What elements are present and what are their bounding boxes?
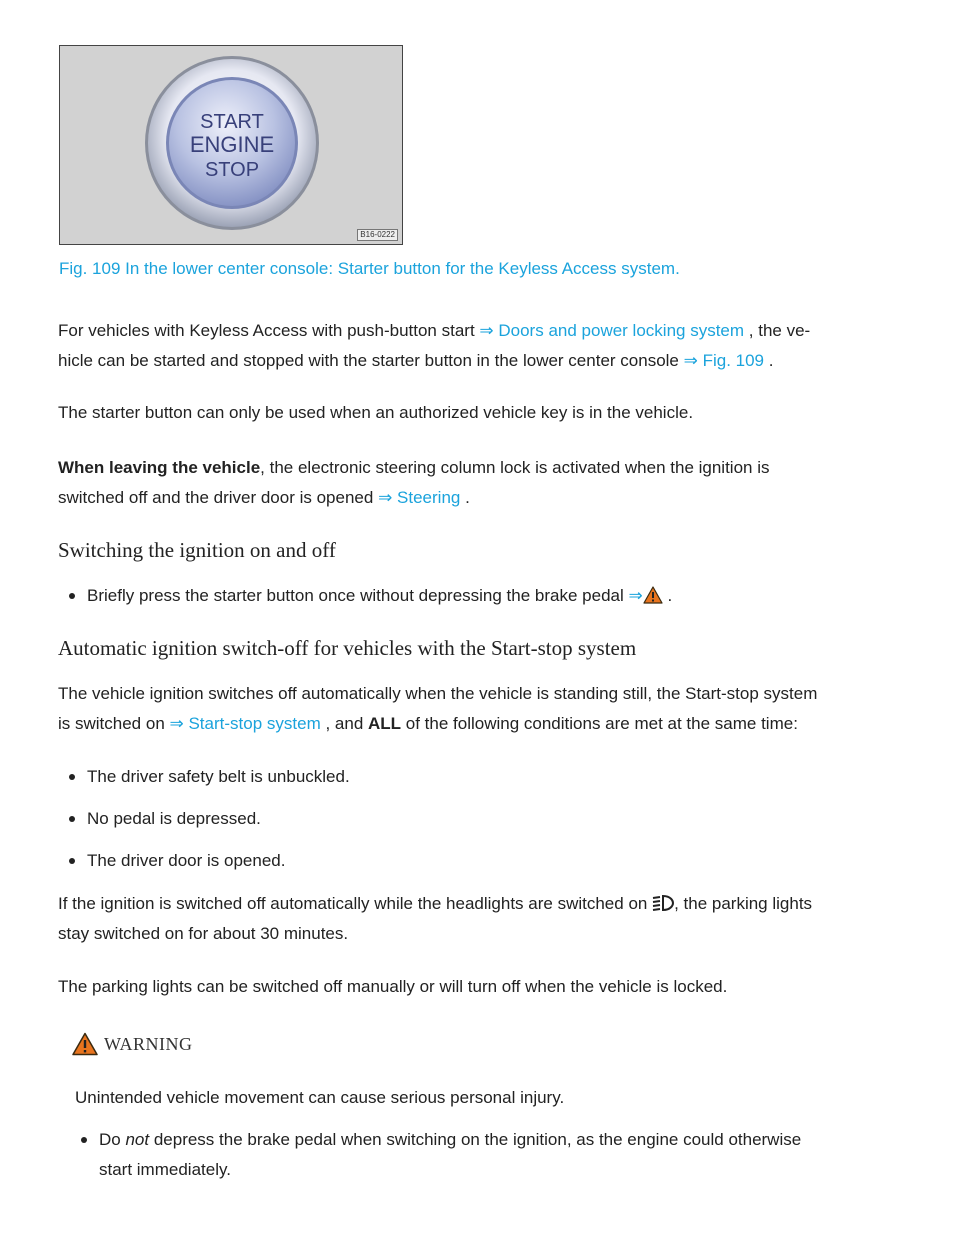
starter-button-image [60, 46, 402, 244]
button-label-stop: STOP [204, 159, 260, 181]
link-warning-ref[interactable]: ⇒ [628, 586, 662, 605]
warning-label: WARNING [104, 1033, 193, 1054]
paragraph-authorized-key: The starter button can only be used when an authorized vehicle key is in the vehicle. [58, 403, 694, 422]
list-item-condition: No pedal is depressed. [87, 804, 897, 834]
warning-heading [72, 1032, 193, 1056]
button-label-engine: ENGINE [189, 132, 275, 157]
link-doors-locking[interactable]: ⇒ Doors and power locking system [479, 321, 745, 340]
warning-text: Unintended vehicle movement can cause serious personal injury. [75, 1088, 565, 1107]
paragraph-leaving-vehicle: When leaving the vehicle, the electronic steering column lock is activated when the ignition is switched off and the driver door is opened ⇒ Steering . [58, 458, 770, 507]
warning-list-item: Do not depress the brake pedal when switching on the ignition, as the engine could otherwise start immediately. [99, 1125, 909, 1185]
list-item-press-button: Briefly press the starter button once without depressing the brake pedal ⇒ . [87, 581, 897, 611]
list-item-condition: The driver safety belt is unbuckled. [87, 762, 897, 792]
warning-icon [643, 586, 663, 604]
link-steering[interactable]: ⇒ Steering [378, 488, 461, 507]
button-label-start: START [200, 111, 264, 133]
warning-triangle-icon [72, 1032, 98, 1056]
paragraph-parking-lights: If the ignition is switched off automatically while the headlights are switched on , the parking lights stay switched on for about 30 minutes. [58, 894, 813, 943]
figure-starter-button [59, 45, 403, 245]
paragraph-keyless-access: For vehicles with Keyless Access with push-button start ⇒ Doors and power locking system , the ve- hicle can be started and stopped with the starter button in the lower center console ⇒ Fig. 109 . [58, 321, 811, 370]
link-start-stop-system[interactable]: ⇒ Start-stop system [169, 714, 321, 733]
figure-caption: Fig. 109 In the lower center console: Starter button for the Keyless Access system. [59, 259, 680, 278]
heading-ignition-on-off: Switching the ignition on and off [58, 538, 336, 562]
headlight-icon [652, 894, 674, 912]
figure-code: B16-0222 [357, 229, 398, 241]
paragraph-parking-lights-off: The parking lights can be switched off manually or will turn off when the vehicle is locked. [58, 977, 728, 996]
list-item-condition: The driver door is opened. [87, 846, 897, 876]
link-fig-109[interactable]: ⇒ Fig. 109 [683, 351, 765, 370]
paragraph-start-stop: The vehicle ignition switches off automatically when the vehicle is standing still, the Start-stop system is switched on ⇒ Start-stop system , and ALL of the following conditions are met at the same time: [58, 684, 818, 733]
heading-automatic-switch-off: Automatic ignition switch-off for vehicles with the Start-stop system [58, 636, 637, 660]
